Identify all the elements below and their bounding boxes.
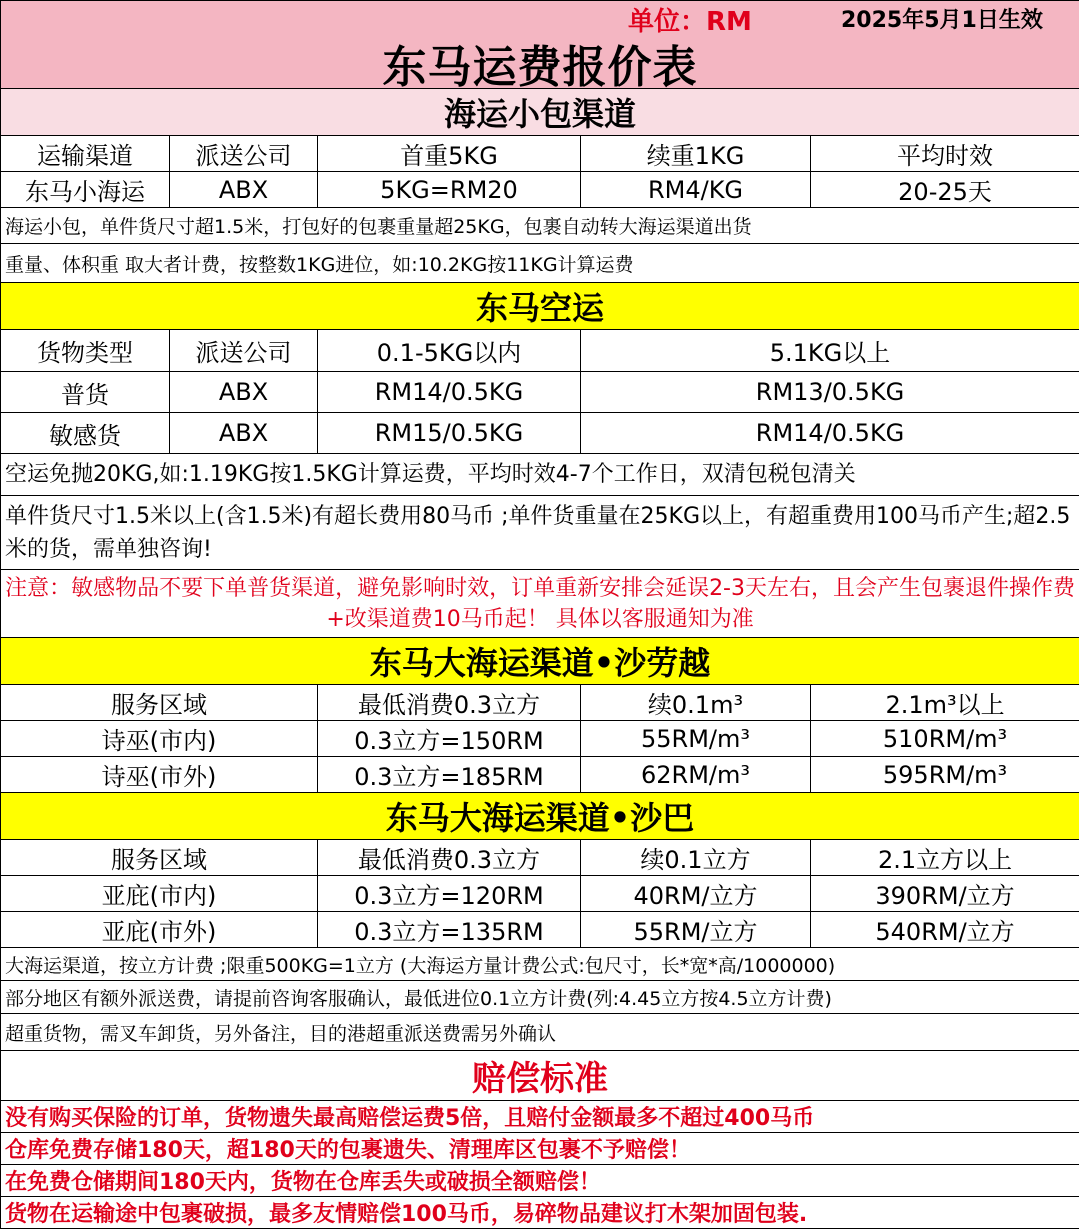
sabah-title: 东马大海运渠道•沙巴 (1, 793, 1079, 840)
compensation-rule: 在免费仓储期间180天内，货物在仓库丢失或破损全额赔偿！ (1, 1165, 1079, 1197)
table-cell: 东马小海运 (1, 172, 170, 208)
table-cell: ABX (170, 413, 318, 454)
column-header: 货物类型 (1, 330, 170, 372)
table-cell: 诗巫(市外) (1, 757, 318, 793)
currency-unit: 单位：RM (628, 1, 752, 38)
note: 海运小包，单件货尺寸超1.5米，打包好的包裹重量超25KG，包裹自动转大海运渠道出货 (1, 208, 1079, 244)
table-cell: RM15/0.5KG (318, 413, 581, 454)
compensation-row (1, 1133, 1079, 1165)
column-header: 平均时效 (811, 136, 1079, 172)
sea-small-title: 海运小包渠道 (1, 89, 1079, 136)
table-cell: 普货 (1, 372, 170, 413)
title-row (1, 1, 1079, 89)
table-cell: 540RM/立方 (811, 912, 1079, 948)
warning-row (1, 570, 1079, 638)
column-header: 续0.1立方 (581, 840, 811, 876)
page-title: 东马运费报价表 (1, 31, 1079, 89)
table-row (1, 912, 1079, 948)
column-header: 续重1KG (581, 136, 811, 172)
sarawak-title: 东马大海运渠道•沙劳越 (1, 638, 1079, 685)
note: 单件货尺寸1.5米以上(含1.5米)有超长费用80马币 ;单件货重量在25KG以上，有超重费用100马币产生;超2.5米的货，需单独咨询! (1, 496, 1079, 570)
table-cell: 62RM/m³ (581, 757, 811, 793)
sea-small-header-row (1, 136, 1079, 172)
sea-small-section-header (1, 89, 1079, 136)
table-cell: 5KG=RM20 (318, 172, 581, 208)
table-cell: 390RM/立方 (811, 876, 1079, 912)
compensation-row (1, 1197, 1079, 1229)
table-cell: RM13/0.5KG (581, 372, 1079, 413)
table-row (1, 721, 1079, 757)
table-cell: ABX (170, 172, 318, 208)
table-row (1, 876, 1079, 912)
table-cell: RM14/0.5KG (318, 372, 581, 413)
column-header: 最低消费0.3立方 (318, 840, 581, 876)
note: 部分地区有额外派送费，请提前咨询客服确认，最低进位0.1立方计费(列:4.45立方按4.5立方计费) (1, 981, 1079, 1014)
table-cell: 亚庇(市外) (1, 912, 318, 948)
note-row (1, 948, 1079, 981)
table-cell: 510RM/m³ (811, 721, 1079, 757)
air-section-header (1, 283, 1079, 330)
sensitive-goods-warning: 注意：敏感物品不要下单普货渠道，避免影响时效，订单重新安排会延误2-3天左右，且会产生包裹退件操作费+改渠道费10马币起！ 具体以客服通知为准 (1, 570, 1079, 638)
column-header: 派送公司 (170, 136, 318, 172)
sabah-section-header (1, 793, 1079, 840)
table-cell: 亚庇(市内) (1, 876, 318, 912)
table-row (1, 757, 1079, 793)
table-row (1, 372, 1079, 413)
table-cell: 诗巫(市内) (1, 721, 318, 757)
compensation-row (1, 1101, 1079, 1133)
note: 大海运渠道，按立方计费 ;限重500KG=1立方 (大海运方量计费公式:包尺寸，长*宽*高/1000000) (1, 948, 1079, 981)
column-header: 2.1立方以上 (811, 840, 1079, 876)
compensation-rule: 仓库免费存储180天，超180天的包裹遗失、清理库区包裹不予赔偿！ (1, 1133, 1079, 1165)
effective-date: 2025年5月1日生效 (841, 3, 1043, 34)
air-header-row (1, 330, 1079, 372)
table-cell: 20-25天 (811, 172, 1079, 208)
note-row (1, 244, 1079, 283)
compensation-rule: 没有购买保险的订单，货物遗失最高赔偿运费5倍，且赔付金额最多不超过400马币 (1, 1101, 1079, 1133)
table-cell: 55RM/立方 (581, 912, 811, 948)
note-row (1, 981, 1079, 1014)
table-cell: 55RM/m³ (581, 721, 811, 757)
compensation-rule: 货物在运输途中包裹破损，最多友情赔偿100马币，易碎物品建议打木架加固包装. (1, 1197, 1079, 1229)
air-title: 东马空运 (1, 283, 1079, 330)
table-cell: RM4/KG (581, 172, 811, 208)
table-cell: 0.3立方=120RM (318, 876, 581, 912)
note-row (1, 496, 1079, 570)
table-cell: 0.3立方=150RM (318, 721, 581, 757)
table-cell: ABX (170, 372, 318, 413)
column-header: 首重5KG (318, 136, 581, 172)
note-row (1, 208, 1079, 244)
compensation-section-header (1, 1051, 1079, 1101)
note: 空运免抛20KG,如:1.19KG按1.5KG计算运费，平均时效4-7个工作日，双清包税包清关 (1, 454, 1079, 496)
column-header: 运输渠道 (1, 136, 170, 172)
table-cell: 0.3立方=185RM (318, 757, 581, 793)
sabah-header-row (1, 840, 1079, 876)
table-cell: 595RM/m³ (811, 757, 1079, 793)
column-header: 服务区域 (1, 840, 318, 876)
column-header: 派送公司 (170, 330, 318, 372)
column-header: 服务区域 (1, 685, 318, 721)
compensation-title: 赔偿标准 (1, 1051, 1079, 1101)
column-header: 最低消费0.3立方 (318, 685, 581, 721)
table-row (1, 172, 1079, 208)
column-header: 续0.1m³ (581, 685, 811, 721)
column-header: 5.1KG以上 (581, 330, 1079, 372)
table-cell: RM14/0.5KG (581, 413, 1079, 454)
table-cell: 0.3立方=135RM (318, 912, 581, 948)
sarawak-section-header (1, 638, 1079, 685)
table-cell: 40RM/立方 (581, 876, 811, 912)
table-cell: 敏感货 (1, 413, 170, 454)
note: 超重货物，需叉车卸货，另外备注，目的港超重派送费需另外确认 (1, 1014, 1079, 1051)
table-row (1, 413, 1079, 454)
sarawak-header-row (1, 685, 1079, 721)
compensation-row (1, 1165, 1079, 1197)
column-header: 2.1m³以上 (811, 685, 1079, 721)
note-row (1, 1014, 1079, 1051)
column-header: 0.1-5KG以内 (318, 330, 581, 372)
note: 重量、体积重 取大者计费，按整数1KG进位，如:10.2KG按11KG计算运费 (1, 244, 1079, 283)
note-row (1, 454, 1079, 496)
